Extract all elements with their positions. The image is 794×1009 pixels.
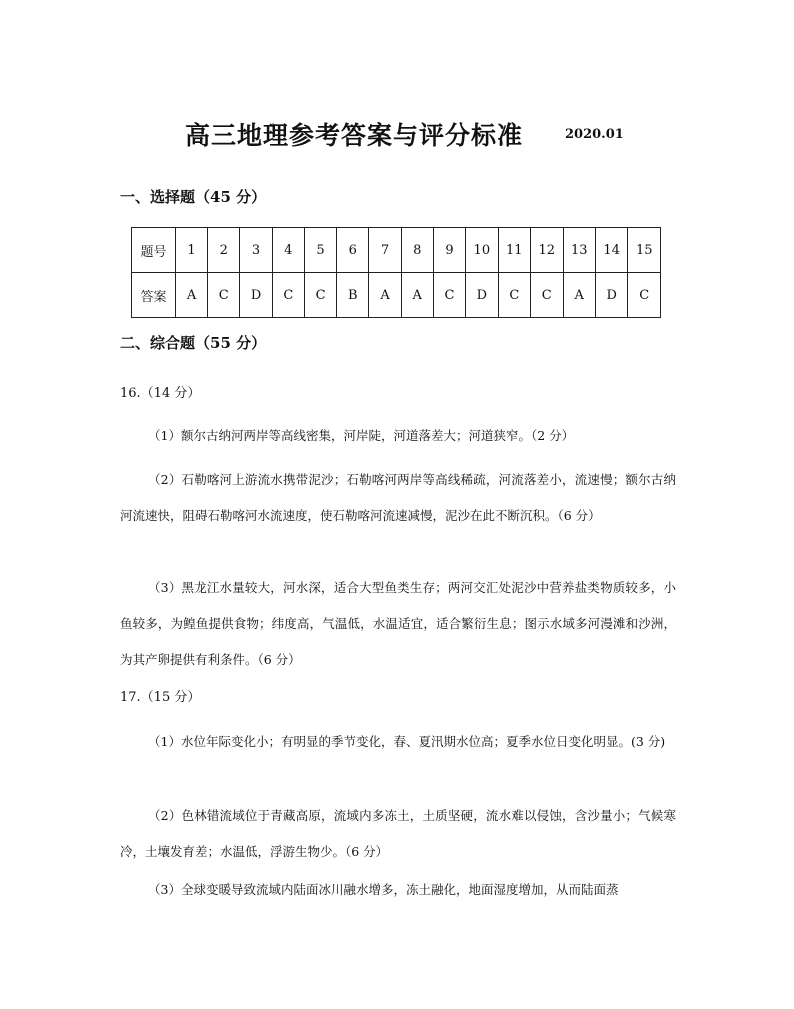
table-cell: 1: [175, 228, 207, 273]
question-17-part-2: （2）色林错流域位于青藏高原，流域内多冻土，土质坚硬，流水难以侵蚀，含沙量小；气候寒冷，土壤发育差；水温低，浮游生物少。（6 分）: [120, 808, 676, 859]
table-cell: A: [175, 273, 207, 318]
table-cell: 10: [466, 228, 498, 273]
question-17-title: 17.（15 分）: [120, 690, 201, 705]
section-heading-comprehensive: 二、综合题（55 分）: [120, 334, 267, 352]
table-cell: 7: [369, 228, 401, 273]
table-row-answers: [132, 273, 661, 318]
question-16-title: 16.（14 分）: [120, 386, 201, 401]
table-cell: 13: [563, 228, 595, 273]
row-label-answer: 答案: [132, 273, 176, 318]
table-row-question-numbers: [132, 228, 661, 273]
table-cell: 2: [208, 228, 240, 273]
question-17-part-3: （3）全球变暖导致流域内陆面冰川融水增多，冻土融化，地面湿度增加，从而陆面蒸: [148, 882, 619, 897]
table-cell: D: [240, 273, 272, 318]
table-cell: 3: [240, 228, 272, 273]
table-cell: D: [595, 273, 627, 318]
question-16-part-2: （2）石勒喀河上游流水携带泥沙；石勒喀河两岸等高线稀疏，河流落差小，流速慢；额尔古纳河流速快，阻碍石勒喀河水流速度，使石勒喀河流速减慢，泥沙在此不断沉积。（6 分）: [120, 472, 676, 523]
document-date: 2020.01: [565, 127, 624, 142]
table-cell: 12: [531, 228, 563, 273]
table-cell: 6: [337, 228, 369, 273]
table-cell: 8: [401, 228, 433, 273]
table-cell: C: [304, 273, 336, 318]
table-cell: 5: [304, 228, 336, 273]
answer-table: [131, 227, 661, 318]
table-cell: C: [208, 273, 240, 318]
section-heading-multiple-choice: 一、选择题（45 分）: [120, 188, 267, 206]
table-cell: 11: [498, 228, 530, 273]
question-16-part-1: （1）额尔古纳河两岸等高线密集，河岸陡，河道落差大；河道狭窄。（2 分）: [148, 428, 575, 443]
table-cell: D: [466, 273, 498, 318]
table-cell: 15: [628, 228, 661, 273]
table-cell: 9: [433, 228, 465, 273]
table-cell: A: [369, 273, 401, 318]
row-label-question-number: 题号: [132, 228, 176, 273]
table-cell: C: [498, 273, 530, 318]
table-cell: A: [401, 273, 433, 318]
question-17-part-1: （1）水位年际变化小；有明显的季节变化，春、夏汛期水位高；夏季水位日变化明显。(3 分): [148, 734, 666, 749]
table-cell: 4: [272, 228, 304, 273]
question-16-part-3: （3）黑龙江水量较大，河水深，适合大型鱼类生存；两河交汇处泥沙中营养盐类物质较多，小鱼较多，为鳇鱼提供食物；纬度高，气温低，水温适宜，适合繁衍生息；图示水域多河漫滩和沙洲，为其产卵提供有利条件。（6 分）: [120, 580, 676, 667]
table-cell: A: [563, 273, 595, 318]
table-cell: 14: [595, 228, 627, 273]
table-cell: B: [337, 273, 369, 318]
table-cell: C: [628, 273, 661, 318]
table-cell: C: [433, 273, 465, 318]
table-cell: C: [531, 273, 563, 318]
page-title: 高三地理参考答案与评分标准: [185, 121, 524, 150]
table-cell: C: [272, 273, 304, 318]
